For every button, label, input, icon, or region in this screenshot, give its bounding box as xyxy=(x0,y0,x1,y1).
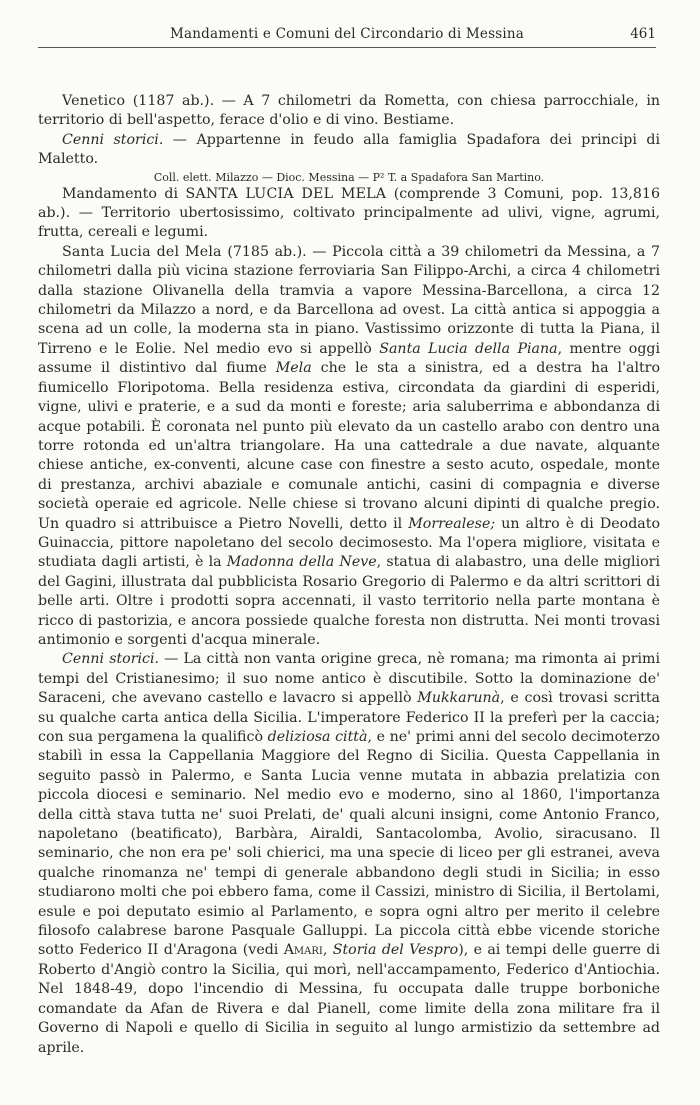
cenni-text-3: , e ne' primi anni del secolo decimoterzo stabilì in essa la Cappellania Maggiore del Regno di Sicilia. Questa Cappellania in seguito passò in Palermo, e Santa Lucia venne mutata in abbazia prelatizia con piccola diocesi e seminario. Nel medio evo e moderno, sino al 1860, l'importanza della città stava tutta ne' suoi Prelati, de' quali alcuni insigni, come Antonio Franco, napoletano (beatificato), Barbàra, Airaldi, Santacolomba, Avolio, siracusano. Il seminario, che non era pe' soli chierici, ma una specie di liceo per gli estranei, aveva qualche rinomanza ne' tempi di generale abbandono degli studi in Sicilia; in esso studiarono molti che poi ebbero fama, come il Cassizi, ministro di Sicilia, il Bertolami, esule e poi deputato esimio al Parlamento, e sopra ogni altro per merito il celebre filosofo calabrese barone Pasquale Galluppi. La piccola città ebbe vicende storiche sotto Federico II d'Aragona (vedi xyxy=(38,729,661,959)
mandamento-prefix: Mandamento di xyxy=(62,185,186,202)
header-title: Mandamenti e Comuni del Circondario di Messina xyxy=(169,26,525,42)
santa-lucia-italic-2: Mela xyxy=(275,360,312,377)
cenni-label: Cenni storici. xyxy=(62,651,160,668)
header-rule xyxy=(38,47,656,48)
cenni-text-5: ), e ai tempi delle guerre di Roberto d'Angiò contro la Sicilia, qui morì, nell'accampamento, Federico d'Antiochia. Nel 1848-49, dopo l'incendio di Messina, fu occupata dalle truppe borboniche comandate da Afan de Rivera e dal Pianell, come limite della zona militare fra il Governo di Napoli e quello di Sicilia in seguito al lungo armistizio da settembre ad aprile. xyxy=(38,942,660,1056)
cenni-italic-3: Storia del Vespro xyxy=(332,942,459,959)
mandamento-name: SANTA LUCIA DEL MELA xyxy=(185,185,387,202)
cenni-text-4: , xyxy=(322,942,333,959)
santa-lucia-italic-1: Santa Lucia della Piana xyxy=(379,340,558,357)
place-name-santa-lucia: Santa Lucia del Mela xyxy=(62,243,222,260)
venetico-text: (1187 ab.). — A 7 chilometri da Rometta, con chiesa parrocchiale, in territorio di bell'aspetto, ferace d'olio e di vino. Bestiame. xyxy=(38,93,660,129)
cenni-text-1: — La città non vanta origine greca, nè romana; ma rimonta ai primi tempi del Cristianesimo; il suo nome antico è discutibile. Sotto la dominazione de' Saraceni, che avevano castello e lavacro si appellò xyxy=(38,651,660,707)
paragraph-santa-lucia xyxy=(38,243,660,651)
running-header xyxy=(38,20,656,48)
santa-lucia-text-3: che le sta a sinistra, ed a destra ha l'altro fiumicello Floripotoma. Bella residenza estiva, circondata da giardini di esperidi, vigne, ulivi e praterie, e a sud da monti e foreste; aria saluberrima e abbondanza di acque potabili. È coronata nel punto più elevato da un castello arabo con dentro una torre rotonda ed un'altra triangolare. Ha una cattedrale a due navate, alquante chiese antiche, ex-conventi, alcune case con finestre a sesto acuto, ospedale, monte di prestanza, archivi abaziale e comunale antichi, casini di compagnia e diverse società operaie ed agricole. Nelle chiese si trovano alcuni dipinti di qualche pregio. Un quadro si attribuisce a Pietro Novelli, detto il xyxy=(38,360,661,532)
cenni-author-amari: Amari xyxy=(283,942,323,959)
santa-lucia-italic-4: Madonna della Neve xyxy=(226,554,377,571)
paragraph-venetico xyxy=(38,92,660,131)
santa-lucia-text-5: , statua di alabastro, una delle migliori del Gagini, illustrata dal pubblicista Rosario Gregorio di Palermo e da altri scrittori di belle arti. Oltre i prodotti sopra accennati, il vasto territorio nella parte montana è ricco di pastorizia, e ancora possiede qualche foresta non distrutta. Nei monti trovasi antimonio e sorgenti d'acqua minerale. xyxy=(38,554,660,648)
cenni-text-2: , e così trovasi scritta su qualche carta antica della Sicilia. L'imperatore Federico II la preferì per la caccia; con sua pergamena la qualificò xyxy=(38,690,661,745)
paragraph-mandamento xyxy=(38,185,660,243)
place-name-venetico: Venetico xyxy=(62,93,126,109)
venetico-cenni-text: — Appartenne in feudo alla famiglia Spadafora dei principi di Maletto. xyxy=(38,131,660,168)
paragraph-venetico-cenni xyxy=(38,131,660,170)
venetico-footnote: Coll. elett. Milazzo — Dioc. Messina — P² T. a Spadafora San Martino. xyxy=(153,170,545,184)
santa-lucia-text-2: , mentre oggi assume il distintivo dal fiume xyxy=(38,340,661,377)
mandamento-text: (comprende 3 Comuni, pop. 13,816 ab.). — Territorio ubertosissimo, coltivato principalmente ad ulivi, vigne, agrumi, frutta, cereali e legumi. xyxy=(38,185,660,241)
cenni-label-venetico: Cenni storici. xyxy=(62,131,164,148)
cenni-italic-2: deliziosa città xyxy=(267,729,368,745)
paragraph-cenni-storici xyxy=(38,650,660,1058)
santa-lucia-text-1: (7185 ab.). — Piccola città a 39 chilometri da Messina, a 7 chilometri dalla più vicina stazione ferroviaria San Filippo-Archi, a circa 4 chilometri dalla stazione Olivanella della tramvia a vapore Messina-Barcellona, a circa 12 chilometri da Milazzo a nord, e da Barcellona ad ovest. La città antica si appoggia a scena ad un colle, la moderna sta in piano. Vastissimo orizzonte di tutta la Piana, il Tirreno e le Eolie. Nel medio evo si appellò xyxy=(38,243,660,357)
santa-lucia-italic-3: Morrealese; xyxy=(408,515,496,532)
page-number: 461 xyxy=(630,26,656,42)
santa-lucia-text-4: un altro è di Deodato Guinaccia, pittore napoletano del secolo decimosesto. Ma l'opera migliore, visitata e studiata dagli artisti, è la xyxy=(38,515,660,571)
page-body xyxy=(38,92,660,1058)
cenni-italic-1: Mukkarunà xyxy=(417,690,501,707)
